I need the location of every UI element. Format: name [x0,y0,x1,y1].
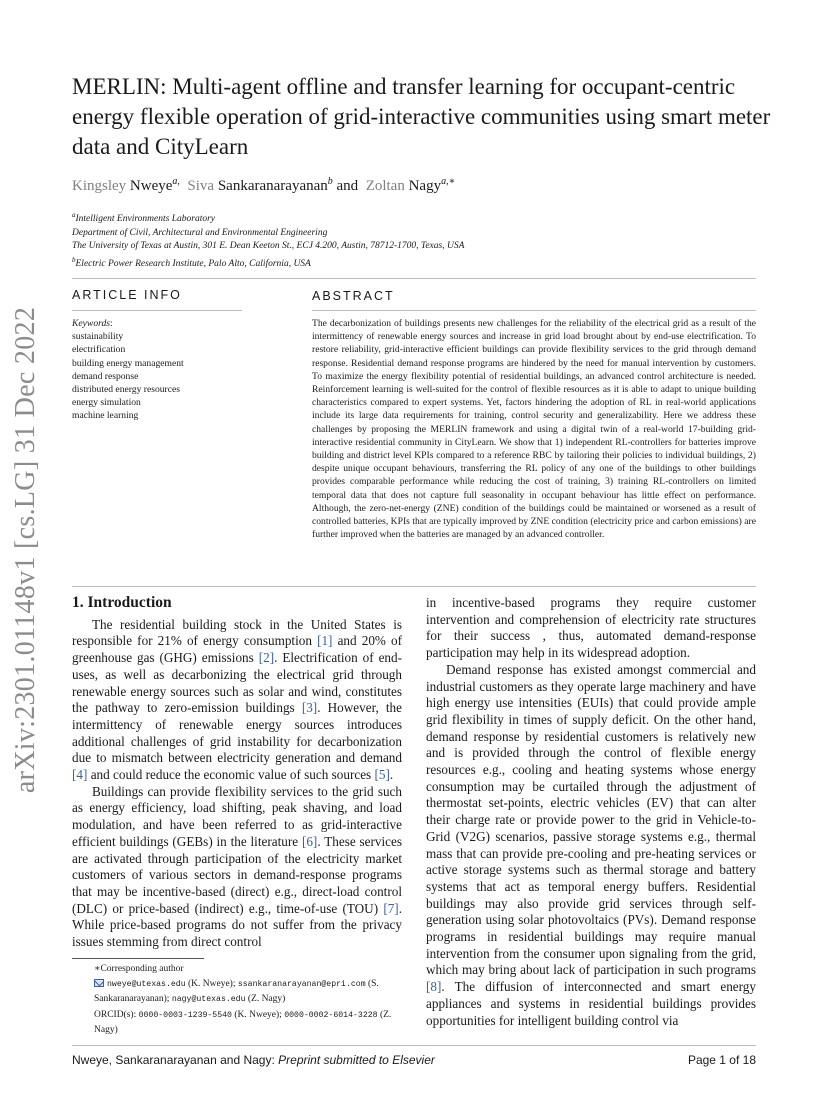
keyword-item: demand response [72,370,139,382]
citation-link[interactable]: [1] [317,633,333,649]
section-heading-introduction: 1. Introduction [72,594,172,611]
email-footnote: nweye@utexas.edu (K. Nweye); ssankaranarayanan@epri.com (S. Sankaranarayanan); nagy@utexas.edu (Z. Nagy) [94,978,379,1004]
abstract-divider [312,310,756,311]
footnote-divider [72,958,204,959]
footer-citation: Nweye, Sankaranarayanan and Nagy: Preprint submitted to Elsevier [72,1053,435,1067]
article-info-divider [72,310,242,311]
citation-link[interactable]: [2] [258,650,275,666]
footer-divider [72,1045,756,1046]
left-column [72,595,402,951]
keyword-item: building energy management [72,357,184,369]
intro-paragraph-2: Buildings can provide flexibility services to the grid such as energy efficiency, load shifting, peak shaving, and load modulation, and have been referred to as grid-interactive efficient buildings (GEBs) in the literature [6]. These services are activated through participation of the electricity market customers of various sectors in demand-response programs that may be incentive-based (direct) e.g., direct-load control (DLC) or price-based (indirect) e.g., time-of-use (TOU) [7]. While price-based programs do not suffer from the privacy issues stemming from direct control [72,783,402,950]
intro-paragraph-1: The residential building stock in the United States is responsible for 21% of energy consumption [1] and 20% of greenhouse gas (GHG) emissions [2]. Electrification of end-uses, as well as decarbonizing the electrical grid through renewable energy sources such as solar and wind, constitutes the pathway to zero-emission buildings [3]. However, the intermittency of renewable energy sources introduces additional challenges of grid instability for decarbonization due to mismatch between electricity generation and demand [4] and could reduce the economic value of such sources [5]. [72,616,402,783]
paper-title: MERLIN: Multi-agent offline and transfer learning for occupant-centric energy flexible operation of grid-interactive communities using smart meter data and CityLearn [72,74,771,159]
intro-paragraph-2-continued: in incentive-based programs they require customer intervention and comprehension of electricity rate structures for their success , thus, automated demand-response participation may help in its widespread adoption. [426,595,756,661]
email-link-nagy[interactable]: nagy@utexas.edu [171,995,246,1004]
affiliations [72,209,772,271]
citation-link[interactable]: [4] [72,767,88,783]
affiliation-b: $^b$Electric Power Research Institute, Palo Alto, California, USA [72,255,311,269]
keyword-item: electrification [72,344,126,356]
citation-link[interactable]: [5] [374,767,390,783]
keyword-item: distributed energy resources [72,384,180,396]
author-list [72,176,455,195]
affiliation-a-line-3: The University of Texas at Austin, 301 E. Dean Keeton St., ECJ 4.200, Austin, 78712-1700, Texas, USA [72,241,465,252]
email-link-nweye[interactable]: nweye@utexas.edu [107,979,186,989]
right-column [426,595,756,1029]
affiliation-a-line-1: $^a$Intelligent Environments Laboratory [72,211,215,225]
abstract-heading: ABSTRACT [312,289,395,303]
citation-link[interactable]: [6] [301,833,318,849]
affiliation-a-line-2: Department of Civil, Architectural and Environmental Engineering [72,227,328,238]
page-footer [72,1053,756,1067]
keyword-item: energy simulation [72,397,141,409]
author-2[interactable]: Siva Sankaranarayanan$^b$ [187,176,333,194]
intro-paragraph-3: Demand response has existed amongst commercial and industrial customers as they operate large machinery and have high energy use intensities (EUIs) that could provide ample grid flexibility in times of supply deficit. On the other hand, demand response by residential customers is relatively new and is provided through the control of flexible energy resources e.g., cooling and heating systems whose energy consumption may be curtailed through the adjustment of thermostat set-points, electric vehicles (EV) that can alter their charge rate or provide power to the grid in Vehicle-to-Grid (V2G) scenarios, passive storage systems e.g., thermal mass that can provide pre-cooling and pre-heating services or active storage systems such as thermal storage and battery systems that act as temporal energy buffers. Residential buildings may also provide grid services through self-generation using solar photovoltaics (PVs). Demand response programs in residential buildings may require manual intervention from the consumer upon signaling from the grid, which may bring about lack of participation in such programs [8]. The diffusion of interconnected and smart energy appliances and systems in residential buildings provides opportunities for intelligent building control via [426,661,756,1028]
orcid-link-nagy[interactable]: 0000-0002-6014-3228 [284,1010,378,1020]
citation-link[interactable]: [7] [383,900,399,916]
arxiv-stamp: arXiv:2301.01148v1 [cs.LG] 31 Dec 2022 [10,306,42,794]
author-1[interactable]: Kingsley Nweye$^{a,}$ [72,176,180,194]
abstract-bottom-divider [72,586,756,587]
citation-link[interactable]: [3] [301,700,318,716]
email-link-sankaranarayanan[interactable]: ssankaranarayanan@epri.com [237,979,366,989]
article-info-heading: ARTICLE INFO [72,288,182,302]
keywords-label: Keywords [72,318,111,329]
footnotes [72,962,402,1038]
header-divider [72,278,756,279]
citation-link[interactable]: [8] [426,979,442,995]
abstract-text: The decarbonization of buildings presents new challenges for the reliability of the electrical grid as a result of the intermittency of renewable energy sources and increase in grid load brought about by end-use electrification. To restore reliability, grid-interactive efficient buildings can provide flexibility services to the grid through demand response. Residential demand response programs are hindered by the need for manual intervention by customers. To maximize the energy flexibility potential of residential buildings, an advanced control architecture is needed. Reinforcement learning is well-suited for the control of flexible resources as it is able to adapt to unique building characteristics compared to expert systems. Yet, factors hindering the adoption of RL in real-world applications include its large data requirements for training, control security and generalizability. Here we address these challenges by proposing the MERLIN framework and using a digital twin of a real-world 17-building grid-interactive residential community in CityLearn. We show that 1) independent RL-controllers for batteries improve building and district level KPIs compared to a reference RBC by tailoring their policies to individual buildings, 2) despite unique occupant behaviours, transferring the RL policy of any one of the buildings to other buildings provides comparable performance while reducing the cost of training, 3) training RL-controllers on limited temporal data that does not capture full seasonality in occupant behaviour has little effect on performance. Although, the zero-net-energy (ZNE) condition of the buildings could be maintained or worsened as a result of controlled batteries, KPIs that are typically improved by ZNE condition (electricity price and carbon emissions) are further improved when the batteries are managed by an advanced controller. [312,318,756,541]
orcid-link-nweye[interactable]: 0000-0003-1239-5540 [138,1010,232,1020]
corresponding-author-note: ∗Corresponding author [94,964,184,974]
keywords-block: Keywords: sustainability electrification building energy management demand response distributed energy resources energy simulation machine learning [72,317,242,423]
page-number: Page 1 of 18 [687,1053,756,1067]
envelope-icon [94,979,104,987]
orcid-footnote: ORCID(s): 0000-0003-1239-5540 (K. Nweye); 0000-0002-6014-3228 (Z. Nagy) [94,1009,392,1035]
author-and: and [336,178,359,194]
keyword-item: machine learning [72,410,139,422]
keyword-item: sustainability [72,331,124,343]
author-3[interactable]: Zoltan Nagy$^{a,∗}$ [365,176,456,194]
